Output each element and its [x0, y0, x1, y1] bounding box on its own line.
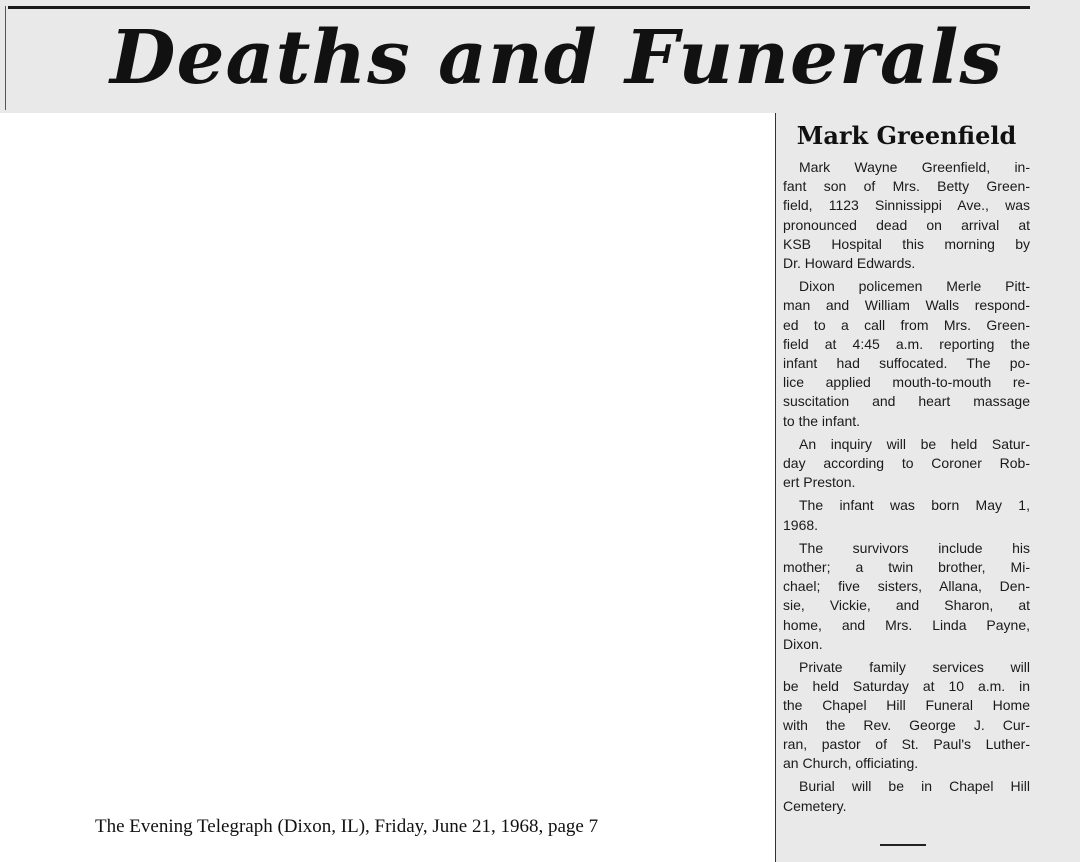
obituary-line: Mark Wayne Greenfield, in-	[799, 159, 1030, 175]
obituary-line: ert Preston.	[783, 474, 856, 491]
obituary-paragraph	[783, 777, 1030, 815]
obituary-line: an Church, officiating.	[783, 755, 919, 772]
obituary-line: the Chapel Hill Funeral Home	[783, 697, 1030, 714]
obituary-line: lice applied mouth-to-mouth re-	[783, 374, 1030, 391]
obituary-line: to the infant.	[783, 412, 861, 429]
obituary-headline: Mark Greenfield	[796, 121, 1017, 150]
obituary-line: mother; a twin brother, Mi-	[783, 559, 1030, 576]
obituary-line: ran, pastor of St. Paul's Luther-	[783, 735, 1030, 752]
obituary-line: sie, Vickie, and Sharon, at	[783, 597, 1030, 614]
obituary-line: An inquiry will be held Satur-	[799, 435, 1030, 452]
obituary-line: with the Rev. George J. Cur-	[783, 716, 1030, 733]
obituary-paragraph	[783, 435, 1030, 493]
obituary-paragraph	[783, 158, 1030, 273]
end-rule	[880, 844, 926, 846]
obituary-line: Cemetery.	[783, 797, 847, 814]
obituary-line: man and William Walls respond-	[783, 297, 1030, 314]
obituary-line: Burial will be in Chapel Hill	[799, 778, 1030, 795]
obituary-paragraph	[783, 496, 1030, 534]
obituary-line: KSB Hospital this morning by	[783, 235, 1030, 252]
obituary-line: 1968.	[783, 516, 819, 533]
obituary-paragraph	[783, 277, 1030, 431]
column-rule	[775, 113, 776, 862]
source-caption: The Evening Telegraph (Dixon, IL), Friday, June 21, 1968, page 7	[95, 816, 599, 837]
obituary-line: Dr. Howard Edwards.	[783, 255, 916, 272]
obituary-line: Private family services will	[799, 659, 1030, 676]
obituary-body	[783, 158, 1030, 816]
obituary-paragraph	[783, 539, 1030, 654]
left-edge-rule	[5, 6, 6, 110]
obituary-line: home, and Mrs. Linda Payne,	[783, 616, 1030, 633]
obituary-line: ed to a call from Mrs. Green-	[783, 316, 1030, 333]
obituary-line: be held Saturday at 10 a.m. in	[783, 678, 1030, 695]
section-masthead: Deaths and Funerals	[110, 15, 1004, 101]
obituary-paragraph	[783, 658, 1030, 773]
obituary-line: fant son of Mrs. Betty Green-	[783, 178, 1030, 195]
obituary-column	[783, 120, 1030, 820]
obituary-line: Dixon.	[783, 635, 823, 652]
obituary-line: day according to Coroner Rob-	[783, 455, 1030, 472]
obituary-line: field, 1123 Sinnissippi Ave., was	[783, 197, 1030, 214]
obituary-line: The survivors include his	[799, 539, 1030, 556]
obituary-line: infant had suffocated. The po-	[783, 355, 1030, 372]
top-rule	[8, 6, 1030, 9]
obituary-line: pronounced dead on arrival at	[783, 216, 1030, 233]
obituary-line: field at 4:45 a.m. reporting the	[783, 335, 1030, 352]
obituary-line: suscitation and heart massage	[783, 393, 1030, 410]
obituary-line: Dixon policemen Merle Pitt-	[799, 278, 1030, 295]
obituary-line: The infant was born May 1,	[799, 497, 1030, 514]
obituary-line: chael; five sisters, Allana, Den-	[783, 578, 1030, 595]
